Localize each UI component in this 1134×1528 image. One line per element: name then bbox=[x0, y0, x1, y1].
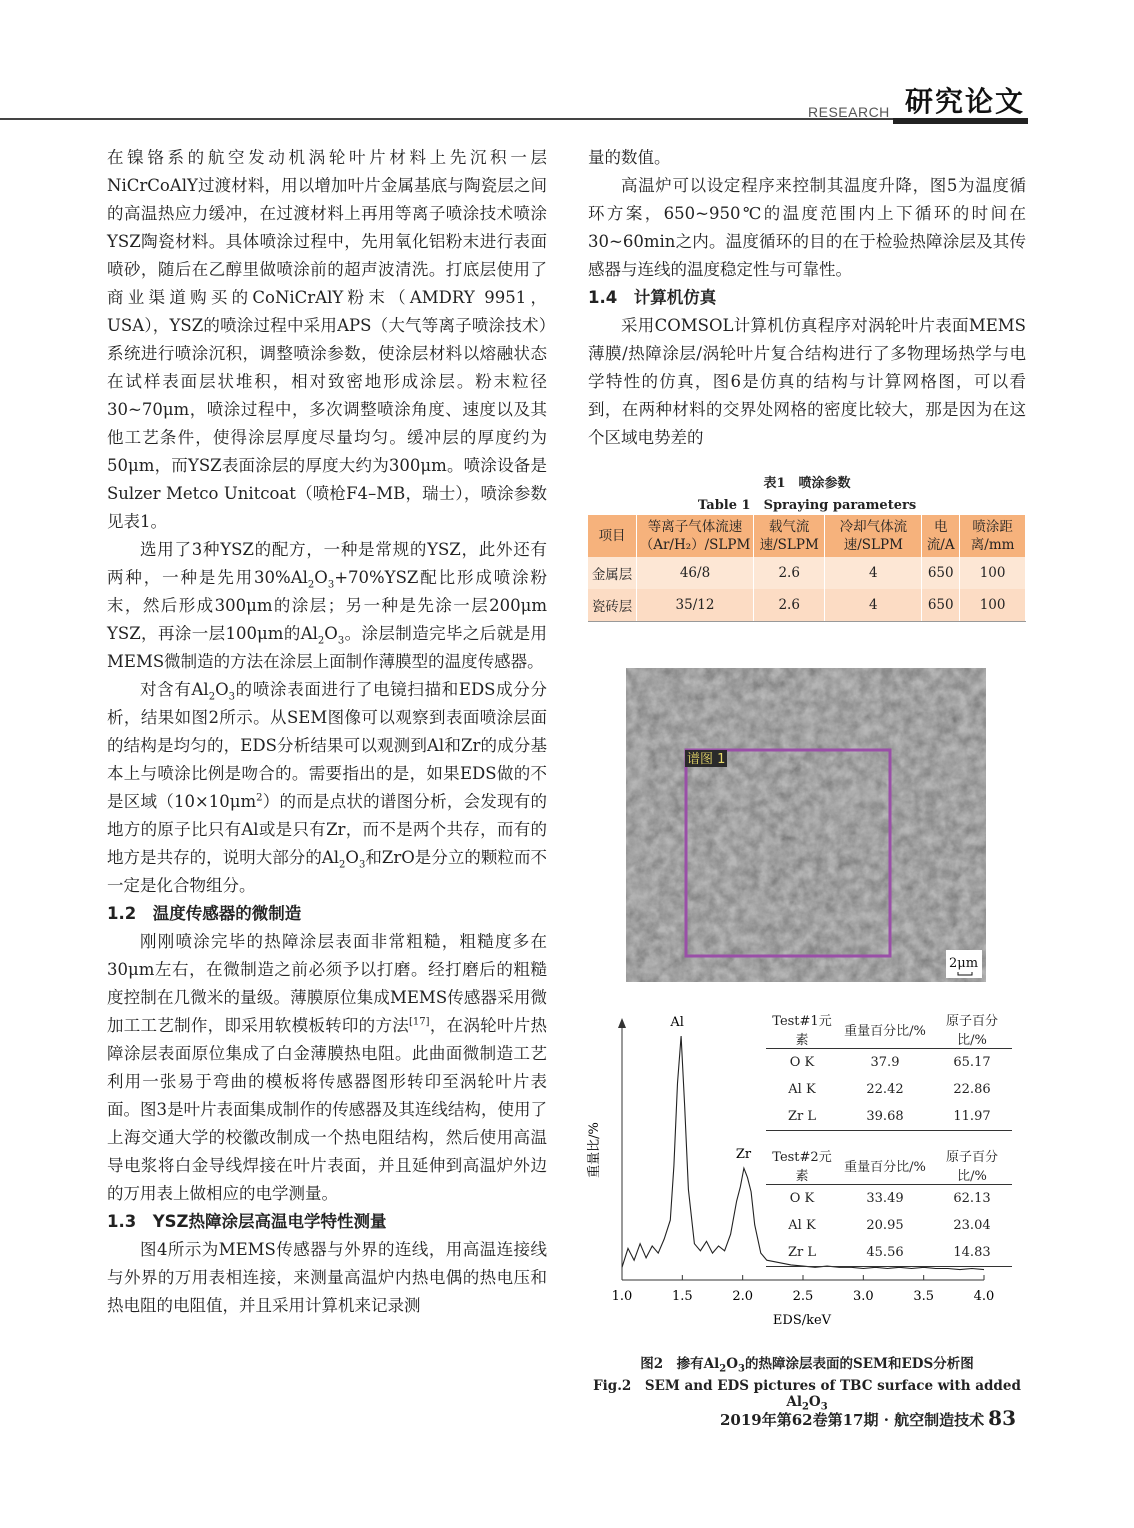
x-tick-label: 4.0 bbox=[973, 1289, 995, 1304]
journal-info: 2019年第62卷第17期 · 航空制造技术 bbox=[720, 1411, 985, 1429]
table-cell: 100 bbox=[960, 589, 1026, 622]
table-header: 原子百分比/% bbox=[932, 1146, 1012, 1185]
figure-caption-en: Fig.2 SEM and EDS pictures of TBC surface with added $Al_2O_3$ bbox=[593, 1378, 1021, 1413]
section-heading: 1.3 YSZ热障涂层高温电学特性测量 bbox=[107, 1212, 387, 1231]
y-axis-label: 重量比/% bbox=[587, 1122, 602, 1178]
table-cell: 62.13 bbox=[953, 1191, 991, 1206]
paragraph: 量的数值。 bbox=[588, 148, 671, 167]
x-tick-label: 3.0 bbox=[852, 1289, 874, 1304]
paragraph: 选用了3种YSZ的配方，一种是常规的YSZ，此外还有两种，一种是先用$30\%Al_2O_3+70\%YSZ$配比形成喷涂粉末，然后形成300μm的涂层；另一种是先涂一层200μm YSZ，再涂一层100μm的$Al_2O_3$。涂层制造完毕之后就是用MEMS微制造的方法在涂层上面制作薄膜型的温度传感器。 bbox=[107, 540, 548, 671]
table-row bbox=[766, 1212, 1012, 1239]
table-header: 项目 bbox=[588, 515, 637, 557]
table-cell: 23.04 bbox=[953, 1218, 991, 1233]
table-caption-cn: 表1 喷涂参数 bbox=[763, 476, 851, 491]
table-header: 原子百分比/% bbox=[932, 1010, 1012, 1049]
x-tick-label: 2.5 bbox=[792, 1289, 814, 1304]
table-cell: O K bbox=[789, 1191, 815, 1206]
paragraph: 在镍铬系的航空发动机涡轮叶片材料上先沉积一层NiCrCoAlY过渡材料，用以增加叶片金属基底与陶瓷层之间的高温热应力缓冲，在过渡材料上再用等离子喷涂技术喷涂YSZ陶瓷材料。具体喷涂过程中，先用氧化铝粉末进行表面喷砂，随后在乙醇里做喷涂前的超声波清洗。打底层使用了商业渠道购买的CoNiCrAlY粉末（AMDRY 9951，USA），YSZ的喷涂过程中采用APS（大气等离子喷涂技术）系统进行喷涂沉积，调整喷涂参数，使涂层材料以熔融状态在试样表面层状堆积，相对致密地形成涂层。粉末粒径30~70μm，喷涂过程中，多次调整喷涂角度、速度以及其他工艺条件，使得涂层厚度尽量均匀。缓冲层的厚度约为50μm，而YSZ表面涂层的厚度大约为300μm。喷涂设备是Sulzer Metco Unitcoat（喷枪F4–MB，瑞士），喷涂参数见表1。 bbox=[107, 148, 547, 531]
table-cell: 100 bbox=[960, 557, 1026, 589]
paragraph: 高温炉可以设定程序来控制其温度升降，图5为温度循环方案，650~950℃的温度范围内上下循环的时间在30~60min之内。温度循环的目的在于检验热障涂层及其传感器与连线的温度稳定性与可靠性。 bbox=[588, 176, 1026, 279]
figure-caption-cn: 图2 掺有$Al_2O_3$的热障涂层表面的SEM和EDS分析图 bbox=[640, 1356, 974, 1375]
table-cell: 2.6 bbox=[753, 589, 825, 622]
table-cell: 37.9 bbox=[870, 1055, 900, 1070]
table-header-row bbox=[588, 515, 1026, 557]
paragraph: 刚刚喷涂完毕的热障涂层表面非常粗糙，粗糙度多在30μm左右，在微制造之前必须予以打磨。经打磨后的粗糙度控制在几微米的量级。薄膜原位集成MEMS传感器采用微加工工艺制作，即采用软模板转印的方法[17]，在涡轮叶片热障涂层表面原位集成了白金薄膜热电阻。此曲面微制造工艺利用一张易于弯曲的模板将传感器图形转印至涡轮叶片表面。图3是叶片表面集成制作的传感器及其连线结构，使用了上海交通大学的校徽改制成一个热电阻结构，然后使用高温导电浆将白金导线焊接在叶片表面，并且延伸到高温炉外边的万用表上做相应的电学测量。 bbox=[107, 932, 548, 1203]
page-footer bbox=[720, 1406, 1016, 1430]
peak-label: Zr bbox=[735, 1147, 752, 1163]
eds-table-1 bbox=[766, 1010, 1012, 1131]
table-cell: 瓷砖层 bbox=[588, 589, 637, 622]
table-row bbox=[588, 557, 1026, 589]
table-header: 重量百分比/% bbox=[838, 1010, 932, 1049]
table-cell: 22.42 bbox=[866, 1082, 904, 1097]
sem-image bbox=[626, 668, 986, 982]
table-header: 电流/A bbox=[922, 515, 960, 557]
table-cell: 4 bbox=[825, 557, 922, 589]
table-cell: 2.6 bbox=[753, 557, 825, 589]
table-cell: 金属层 bbox=[588, 557, 637, 589]
table-cell: Al K bbox=[788, 1218, 816, 1233]
x-tick-label: 2.0 bbox=[732, 1289, 754, 1304]
section-heading: 1.4 计算机仿真 bbox=[588, 288, 717, 307]
table-cell: 46/8 bbox=[637, 557, 754, 589]
table-row bbox=[766, 1049, 1012, 1077]
table-row bbox=[766, 1185, 1012, 1213]
table-header: Test#1元素 bbox=[766, 1010, 838, 1049]
table-cell: Zr L bbox=[766, 1103, 838, 1131]
table-cell: O K bbox=[789, 1055, 815, 1070]
table-row bbox=[588, 589, 1026, 622]
table-cell: 11.97 bbox=[932, 1103, 1012, 1131]
eds-table-2 bbox=[766, 1146, 1012, 1267]
left-column bbox=[107, 144, 547, 1320]
table-cell: 39.68 bbox=[838, 1103, 932, 1131]
spraying-table bbox=[588, 515, 1026, 622]
scale-label: 2μm bbox=[949, 956, 979, 971]
x-tick-label: 1.0 bbox=[611, 1289, 633, 1304]
spectrum-label: 谱图 1 bbox=[687, 752, 726, 767]
peak-label: Al bbox=[670, 1015, 684, 1030]
table-cell: 33.49 bbox=[866, 1191, 904, 1206]
table-header: 等离子气体流速（Ar/H₂）/SLPM bbox=[637, 515, 754, 557]
table-header: 载气流速/SLPM bbox=[753, 515, 825, 557]
x-tick-label: 1.5 bbox=[671, 1289, 693, 1304]
table-cell: Al K bbox=[788, 1082, 816, 1097]
table-header-row bbox=[766, 1010, 1012, 1049]
table-cell: 65.17 bbox=[953, 1055, 991, 1070]
right-column bbox=[588, 144, 1026, 452]
table-cell: 650 bbox=[922, 557, 960, 589]
x-tick-label: 3.5 bbox=[913, 1289, 935, 1304]
table-cell: 35/12 bbox=[637, 589, 754, 622]
table-header: 冷却气体流速/SLPM bbox=[825, 515, 922, 557]
table-caption-en: Table 1 Spraying parameters bbox=[697, 498, 917, 513]
table-cell: 20.95 bbox=[866, 1218, 904, 1233]
x-axis-label: EDS/keV bbox=[772, 1313, 832, 1328]
paragraph: 图4所示为MEMS传感器与外界的连线，用高温连接线与外界的万用表相连接，来测量高温炉内热电偶的热电压和热电阻的电阻值，并且采用计算机来记录测 bbox=[107, 1240, 547, 1315]
table-cell: 650 bbox=[922, 589, 960, 622]
table-cell: 45.56 bbox=[838, 1239, 932, 1267]
table-header: 重量百分比/% bbox=[838, 1146, 932, 1185]
header-title: 研究论文 bbox=[905, 85, 1026, 118]
table-row bbox=[766, 1103, 1012, 1131]
table-header: 喷涂距离/mm bbox=[960, 515, 1026, 557]
table-cell: 4 bbox=[825, 589, 922, 622]
section-heading: 1.2 温度传感器的微制造 bbox=[107, 904, 302, 923]
header-research: RESEARCH bbox=[808, 104, 890, 120]
table-cell: 22.86 bbox=[953, 1082, 991, 1097]
paragraph: 对含有$Al_2O_3$的喷涂表面进行了电镜扫描和EDS成分分析，结果如图2所示。从SEM图像可以观察到表面喷涂层面的结构是均匀的，EDS分析结果可以观测到Al和Zr的成分基本上与喷涂比例是吻合的。需要指出的是，如果EDS做的不是区域$(10\times 10\mu m^2)$的而是点状的谱图分析，会发现有的地方的原子比只有Al或是只有Zr，而不是两个共存，而有的地方是共存的，说明大部分的$Al_2O_3$和ZrO是分立的颗粒而不一定是化合物组分。 bbox=[107, 680, 548, 895]
table-header-row bbox=[766, 1146, 1012, 1185]
table-cell: 14.83 bbox=[932, 1239, 1012, 1267]
table-row bbox=[766, 1076, 1012, 1103]
table-cell: Zr L bbox=[766, 1239, 838, 1267]
page-number: 83 bbox=[988, 1406, 1017, 1430]
table-row bbox=[766, 1239, 1012, 1267]
table-header: Test#2元素 bbox=[766, 1146, 838, 1185]
paragraph: 采用COMSOL计算机仿真程序对涡轮叶片表面MEMS薄膜/热障涂层/涡轮叶片复合结构进行了多物理场热学与电学特性的仿真，图6是仿真的结构与计算网格图，可以看到，在两种材料的交界处网格的密度比较大，那是因为在这个区域电势差的 bbox=[588, 316, 1026, 447]
